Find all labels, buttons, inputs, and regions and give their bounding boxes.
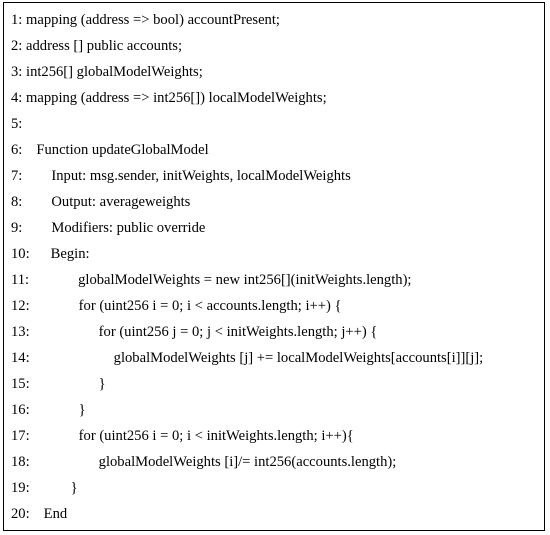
code-line-8	[11, 191, 190, 213]
line-text: Input: msg.sender, initWeights, localModelWeights	[51, 168, 351, 184]
line-text: for (uint256 i = 0; i < initWeights.length; i++){	[78, 428, 354, 444]
line-text: Output: averageweights	[51, 194, 191, 210]
line-number: 13:	[11, 324, 30, 340]
line-text: int256[] globalModelWeights;	[26, 64, 203, 80]
line-text: }	[70, 480, 78, 496]
line-text: for (uint256 j = 0; j < initWeights.length; j++) {	[98, 324, 378, 340]
line-text: globalModelWeights = new int256[](initWeights.length);	[78, 272, 412, 288]
code-line-7	[11, 165, 351, 187]
line-number: 12:	[11, 298, 30, 314]
code-line-20	[11, 503, 67, 525]
line-text: globalModelWeights [j] += localModelWeights[accounts[i]][j];	[113, 350, 484, 366]
line-number: 17:	[11, 428, 30, 444]
line-text: }	[78, 402, 86, 418]
line-text: address [] public accounts;	[26, 38, 183, 54]
code-line-11	[11, 269, 411, 291]
line-text: globalModelWeights [i]/= int256(accounts.length);	[98, 454, 397, 470]
line-number: 7:	[11, 168, 23, 184]
line-number: 1:	[11, 12, 23, 28]
line-number: 15:	[11, 376, 30, 392]
code-line-15	[11, 373, 106, 395]
line-text: }	[98, 376, 106, 392]
line-number: 5:	[11, 116, 23, 132]
code-line-5	[11, 113, 26, 135]
code-line-17	[11, 425, 354, 447]
line-text: Function updateGlobalModel	[36, 142, 209, 158]
code-line-19	[11, 477, 78, 499]
line-number: 6:	[11, 142, 23, 158]
code-line-18	[11, 451, 396, 473]
code-line-3	[11, 61, 203, 83]
code-line-9	[11, 217, 205, 239]
line-text: Modifiers: public override	[51, 220, 206, 236]
line-number: 16:	[11, 402, 30, 418]
line-number: 11:	[11, 272, 30, 288]
code-line-16	[11, 399, 86, 421]
code-line-4	[11, 87, 327, 109]
code-line-6	[11, 139, 209, 161]
line-number: 8:	[11, 194, 23, 210]
line-number: 9:	[11, 220, 23, 236]
code-line-13	[11, 321, 377, 343]
line-number: 18:	[11, 454, 30, 470]
line-number: 4:	[11, 90, 23, 106]
line-text: mapping (address => bool) accountPresent;	[26, 12, 280, 28]
line-number: 20:	[11, 506, 30, 522]
line-number: 19:	[11, 480, 30, 496]
line-text: for (uint256 i = 0; i < accounts.length; i++) {	[78, 298, 342, 314]
code-line-12	[11, 295, 342, 317]
line-number: 2:	[11, 38, 23, 54]
line-number: 10:	[11, 246, 30, 262]
line-number: 14:	[11, 350, 30, 366]
line-text: End	[43, 506, 68, 522]
code-listing-box	[3, 2, 545, 531]
code-line-1	[11, 9, 280, 31]
code-line-10	[11, 243, 90, 265]
line-text: Begin:	[50, 246, 90, 262]
code-line-14	[11, 347, 483, 369]
line-text: mapping (address => int256[]) localModelWeights;	[26, 90, 327, 106]
code-line-2	[11, 35, 182, 57]
line-number: 3:	[11, 64, 23, 80]
